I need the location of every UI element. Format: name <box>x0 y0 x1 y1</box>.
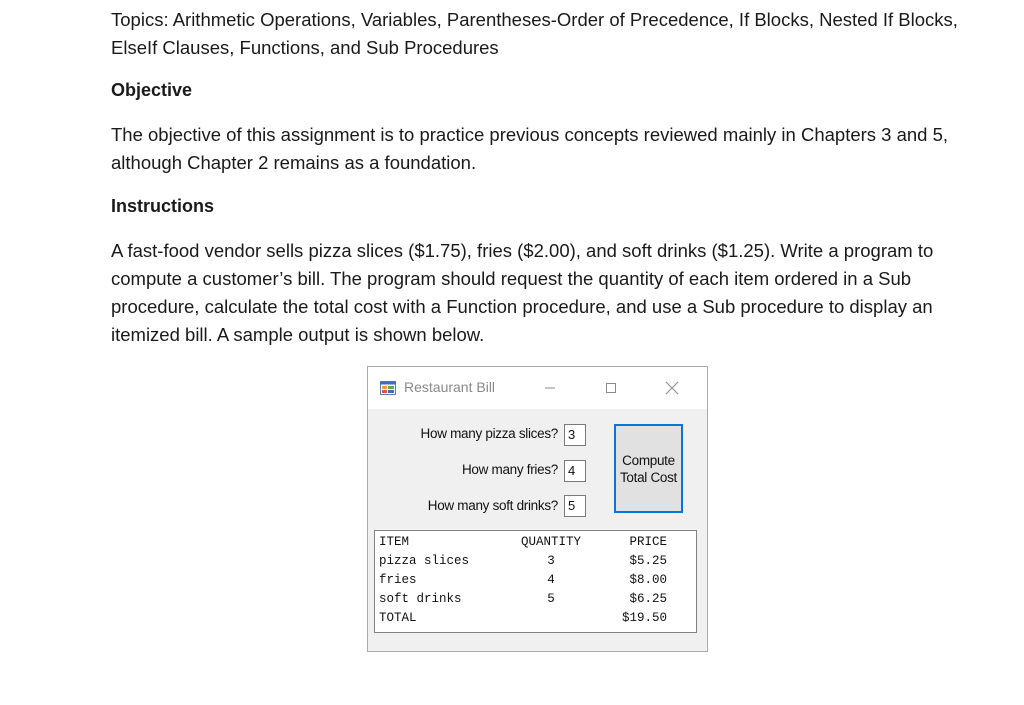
list-item[interactable] <box>375 554 696 573</box>
item-quantity: 3 <box>547 554 555 568</box>
total-price: $19.50 <box>621 611 667 625</box>
instructions-heading: Instructions <box>111 196 215 216</box>
title-bar[interactable] <box>368 367 707 409</box>
maximize-icon <box>605 382 617 394</box>
bill-listbox[interactable] <box>374 530 697 633</box>
minimize-icon <box>544 382 556 394</box>
minimize-button[interactable] <box>535 375 565 401</box>
pizza-slices-label: How many pizza slices? <box>420 426 558 441</box>
soft-drinks-label: How many soft drinks? <box>427 498 558 513</box>
item-price: $6.25 <box>629 592 667 606</box>
pizza-slices-input[interactable]: 3 <box>564 424 586 446</box>
item-name: pizza slices <box>379 554 470 568</box>
close-icon <box>665 381 679 395</box>
instructions-paragraph: A fast-food vendor sells pizza slices ($1.75), fries ($2.00), and soft drinks ($1.25). Write a program to compute a customer’s bill. The program should request the quantity of each item ordered in a Sub procedure, calculate the total cost with a Function procedure, and use a Sub procedure to display an itemized bill. A sample output is shown below. <box>111 240 934 345</box>
restaurant-bill-window <box>367 366 708 652</box>
item-header: ITEM <box>379 535 410 549</box>
item-price: $5.25 <box>629 554 667 568</box>
topics-paragraph: Topics: Arithmetic Operations, Variables, Parentheses-Order of Precedence, If Blocks, Nested If Blocks, ElseIf Clauses, Functions, and Sub Procedures <box>111 9 958 58</box>
total-row[interactable] <box>375 611 696 630</box>
fries-label: How many fries? <box>461 462 558 477</box>
price-header: PRICE <box>629 535 667 549</box>
quantity-header: QUANTITY <box>520 535 581 549</box>
objective-heading: Objective <box>111 80 193 100</box>
item-name: soft drinks <box>379 592 462 606</box>
list-item[interactable] <box>375 592 696 611</box>
total-label: TOTAL <box>379 611 417 625</box>
objective-paragraph: The objective of this assignment is to practice previous concepts reviewed mainly in Chapters 3 and 5, although Chapter 2 remains as a foundation. <box>111 124 949 173</box>
window-title: Restaurant Bill <box>404 379 496 395</box>
list-item[interactable] <box>375 573 696 592</box>
item-quantity: 4 <box>547 573 555 587</box>
compute-total-cost-button[interactable]: Compute Total Cost <box>614 424 683 513</box>
item-name: fries <box>379 573 417 587</box>
item-quantity: 5 <box>547 592 555 606</box>
fries-input[interactable]: 4 <box>564 460 586 482</box>
bill-header-row <box>375 535 696 554</box>
form-icon <box>380 380 396 396</box>
soft-drinks-input[interactable]: 5 <box>564 495 586 517</box>
maximize-button[interactable] <box>596 375 626 401</box>
close-button[interactable] <box>657 375 687 401</box>
item-price: $8.00 <box>629 573 667 587</box>
